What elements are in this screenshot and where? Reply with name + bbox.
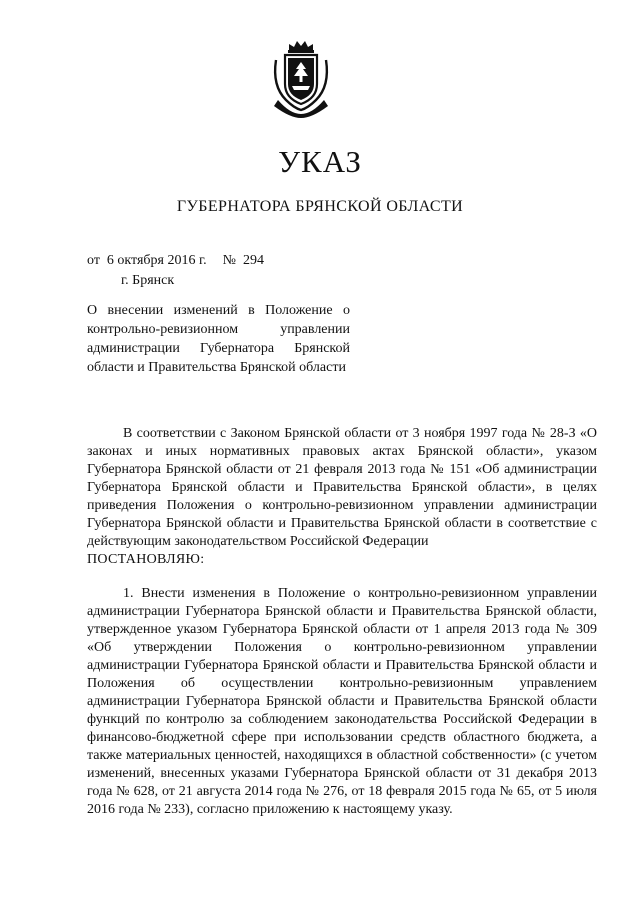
document-issuer: ГУБЕРНАТОРА БРЯНСКОЙ ОБЛАСТИ <box>176 198 464 215</box>
document-body <box>87 425 597 819</box>
coat-of-arms-emblem <box>268 38 334 118</box>
document-number: № 294 <box>222 253 265 268</box>
decree-word: ПОСТАНОВЛЯЮ: <box>87 552 205 567</box>
date-number-line <box>87 252 264 270</box>
preamble-paragraph: В соответствии с Законом Брянской области от 3 ноября 1997 года № 28-З «О законах и иных нормативных правовых актах Брянской области», указом Губернатора Брянской области от 21 февраля 2013 года № 151 «Об администрации Губернатора Брянской области и Правительства Брянской области», в целях приведения Положения о контрольно-ревизионном управлении администрации Губернатора Брянской области и Правительства Брянской области в соответствие с действующим законодательством Российской Федерации <box>87 426 597 549</box>
document-date: от 6 октября 2016 г. <box>87 253 207 268</box>
item-1-paragraph: 1. Внести изменения в Положение о контрольно-ревизионном управлении администрации Губернатора Брянской области и Правительства Брянской области, утвержденное указом Губернатора Брянской области от 1 апреля 2013 года № 309 «Об утверждении Положения о контрольно-ревизионном управлении администрации Губернатора Брянской области и Правительства Брянской области и Положения об осуществлении контрольно-ревизионным управлением администрации Губернатора Брянской области и Правительства Брянской области функций по контролю за соблюдением законодательства Российской Федерации в финансово-бюджетной сфере при использовании средств областного бюджета, а также материальных ценностей, находящихся в областной собственности» (с учетом изменений, внесенных указами Губернатора Брянской области от 31 декабря 2013 года № 628, от 21 августа 2014 года № 276, от 18 февраля 2015 года № 65, от 5 июля 2016 года № 233), согласно приложению к настоящему указу. <box>87 586 597 817</box>
document-title: УКАЗ <box>278 144 362 179</box>
document-subject: О внесении изменений в Положение о контрольно-ревизионном управлении администрации Губернатора Брянской области и Правительства Брянской области <box>87 303 350 375</box>
document-city: г. Брянск <box>121 273 175 288</box>
